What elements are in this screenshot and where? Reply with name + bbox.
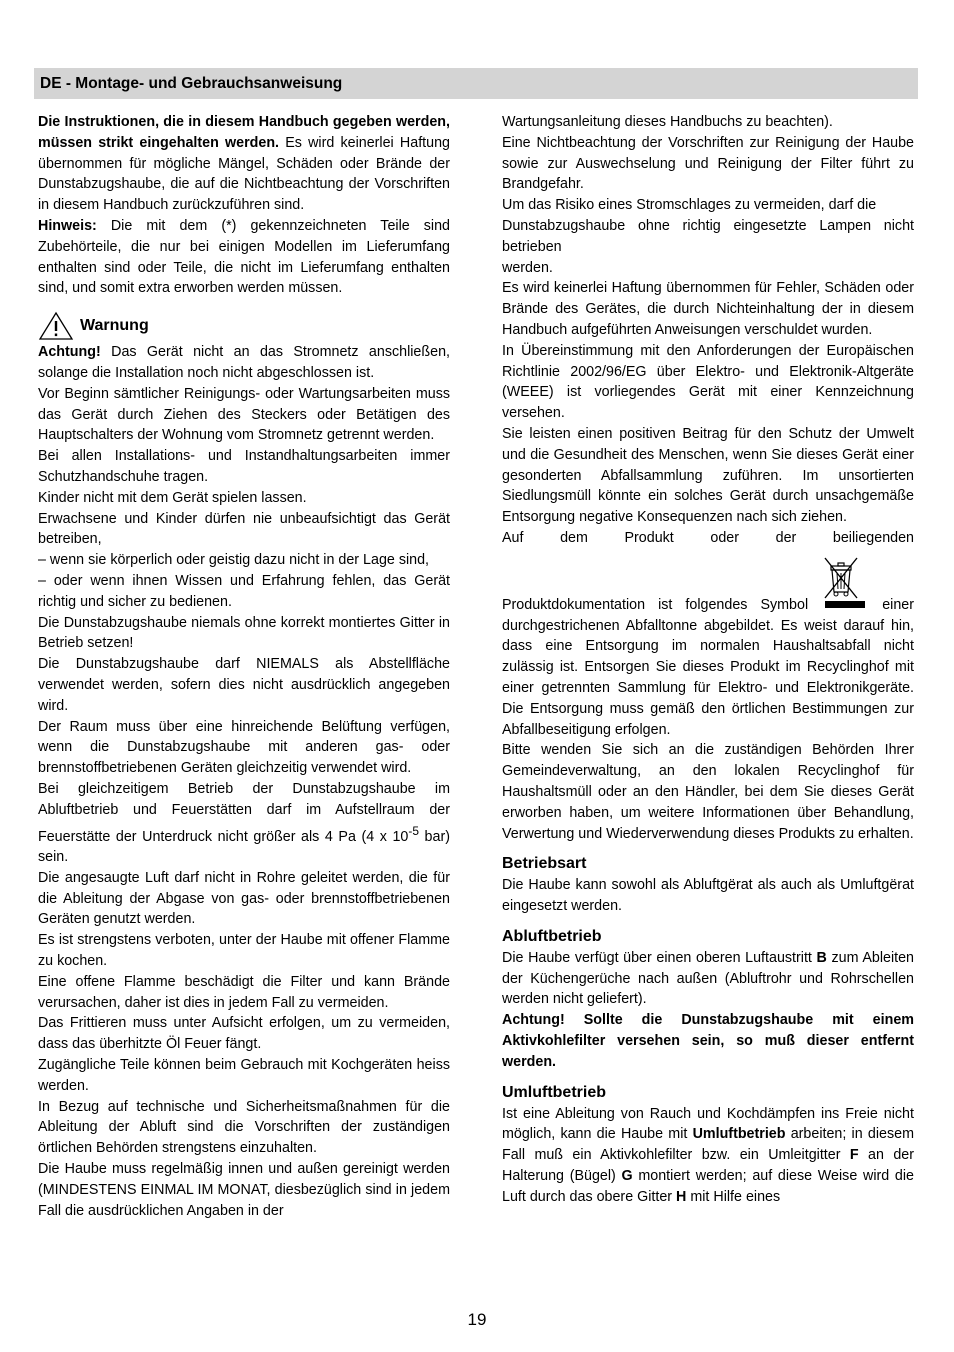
paragraph-9: Der Raum muss über eine hinreichende Belüftung verfügen, wenn die Dunstabzugshaube mit anderen gas- oder brennstoffbetriebenen Geräten gleichzeitig verwendet wird.	[38, 718, 450, 777]
paragraph-10-end: bar) sein.	[38, 828, 450, 866]
warnung-heading	[38, 311, 450, 341]
right-paragraph-10	[502, 595, 914, 741]
paragraph-13: Eine offene Flamme beschädigt die Filter und kann Brände verursachen, daher ist dies in jedem Fall zu vermeiden.	[38, 973, 450, 1011]
right-paragraph-4: Dunstabzugshaube ohne richtig eingesetzte Lampen nicht betrieben	[502, 217, 914, 255]
right-paragraph-1: Wartungsanleitung dieses Handbuchs zu beachten).	[502, 114, 833, 130]
abluftbetrieb-title: Abluftbetrieb	[502, 927, 602, 945]
abluft-text-a: Die Haube verfügt über einen oberen Luftaustritt	[502, 949, 817, 966]
right-paragraph-3: Um das Risiko eines Stromschlages zu vermeiden, darf die	[502, 197, 877, 214]
paragraph-6: – oder wenn ihnen Wissen und Erfahrung fehlen, das Gerät richtig und sicher zu bedienen.	[38, 572, 450, 610]
word: oder	[710, 529, 740, 546]
word: dem	[560, 529, 588, 546]
umluftbetrieb-title: Umluftbetrieb	[502, 1083, 606, 1101]
section-header-bar	[34, 68, 918, 99]
intro-text: Es wird keinerlei Haftung übernommen für mögliche Mängel, Schäden oder Brände der Dunstabzugshaube, die auf die Nichtbeachtung der Vorschriften in diesem Handbuch zurückzuführen sind.	[38, 134, 450, 214]
label-b: B	[816, 949, 827, 966]
paragraph-4: Erwachsene und Kinder dürfen nie unbeaufsichtigt das Gerät betreiben,	[38, 510, 450, 548]
word: der	[775, 529, 797, 546]
symbol-text-rest: einer durchgestrichenen Abfalltonne abgebildet. Es weist darauf hin, dass eine Entsorgung im normalen Haushaltsabfall nicht zulässig ist. Entsorgen Sie dieses Produkt im Recyclinghof mit einer getrennten Sammlung für Elektro- und Elektronikgeräte. Die Entsorgung muss gemäß den örtlichen Bestimmungen zur Abfallbeseitigung erfolgen.	[502, 596, 915, 738]
umluft-text-d: montiert werden; auf diese Weise wird die Luft durch das obere Gitter	[502, 1168, 915, 1205]
paragraph-10-text: Bei gleichzeitigem Betrieb der Dunstabzugshaube im Abluftbetrieb und Feuerstätten darf im Aufstellraum der Feuerstätte der Unterdruck nicht größer als 4 Pa (4 x 10	[38, 780, 450, 845]
umluft-text-c: an der Halterung (Bügel)	[502, 1147, 914, 1185]
right-paragraph-9	[502, 528, 914, 549]
right-paragraph-11: Bitte wenden Sie sich an die zuständigen Behörden Ihrer Gemeindeverwaltung, an den lokalen Recyclinghof für Haushaltsmüll oder an den Händler, bei dem Sie dieses Gerät erworben haben, um weitere Informationen über Behandlung, Verwertung und Wiederverwendung dieses Produkts zu erhalten.	[502, 742, 914, 842]
hinweis-text: Die mit dem (*) gekennzeichneten Teile sind Zubehörteile, die nur bei einigen Modellen im Lieferumfang enthalten sind oder Teile, die nicht im Lieferumfang enthalten sind, und somit extra erworben werden müssen.	[38, 217, 450, 297]
umluft-text-a: Ist eine Ableitung von Rauch und Kochdämpfen ins Freie nicht möglich, kann die Haube mit	[502, 1105, 914, 1143]
paragraph-1: Vor Beginn sämtlicher Reinigungs- oder Wartungsarbeiten muss das Gerät durch Ziehen des Steckers oder Betätigen des Hauptschalters der Wohnung vom Stromnetz getrennt werden.	[38, 385, 450, 444]
paragraph-3: Kinder nicht mit dem Gerät spielen lassen.	[38, 489, 307, 506]
paragraph-2: Bei allen Installations- und Instandhaltungsarbeiten immer Schutzhandschuhe tragen.	[38, 448, 450, 485]
achtung-paragraph	[38, 342, 450, 384]
symbol-text-start: Produktdokumentation ist folgendes Symbol	[502, 596, 809, 613]
hinweis-paragraph	[38, 216, 450, 299]
paragraph-12: Es ist strengstens verboten, unter der Haube mit offener Flamme zu kochen.	[38, 932, 450, 970]
label-h: H	[676, 1188, 687, 1205]
page-number: 19	[467, 1310, 487, 1329]
crossed-out-bin-icon	[817, 552, 865, 604]
right-column	[502, 112, 914, 1208]
label-f: F	[849, 1147, 859, 1164]
abluftbetrieb-warning: Achtung! Sollte die Dunstabzugshaube mit einem Aktivkohlefilter versehen sein, so muß dieser entfernt werden.	[502, 1012, 914, 1070]
umluftbetrieb-text	[502, 1104, 914, 1208]
umluftbetrieb-bold: Umluftbetrieb	[692, 1126, 786, 1143]
left-column	[38, 112, 450, 1221]
betriebsart-section	[502, 853, 914, 917]
right-paragraph-7: In Übereinstimmung mit den Anforderungen der Europäischen Richtlinie 2002/96/EG über Elektro- und Elektronik-Altgeräte (WEEE) ist vorliegendes Gerät mit einer Kennzeichnung versehen.	[502, 342, 914, 422]
paragraph-15: Zugängliche Teile können beim Gebrauch mit Kochgeräten heiss werden.	[38, 1057, 450, 1094]
right-paragraph-8: Sie leisten einen positiven Beitrag für den Schutz der Umwelt und die Gesundheit des Menschen, wenn Sie dieses Gerät einer gesonderten Abfallsammlung zuführen. Im unsortierten Siedlungsmüll könnte ein solches Gerät durch unsachgemäße Entsorgung negative Konsequenzen nach sich ziehen.	[502, 425, 914, 526]
paragraph-14: Das Frittieren muss unter Aufsicht erfolgen, um zu vermeiden, dass das überhitzte Öl Feuer fängt.	[38, 1015, 450, 1053]
paragraph-7: Die Dunstabzugshaube niemals ohne korrekt montiertes Gitter in Betrieb setzen!	[38, 614, 450, 652]
paragraph-5: – wenn sie körperlich oder geistig dazu nicht in der Lage sind,	[38, 552, 430, 569]
intro-bold: Die Instruktionen, die in diesem Handbuch gegeben werden, müssen strikt eingehalten werden.	[38, 114, 450, 151]
word: Produkt	[624, 529, 674, 546]
abluftbetrieb-section	[502, 926, 914, 1073]
warnung-title: Warnung	[80, 317, 149, 335]
umluftbetrieb-section	[502, 1082, 914, 1208]
achtung-label: Achtung!	[38, 344, 101, 361]
label-g: G	[621, 1168, 633, 1185]
umluft-text-e: mit Hilfe eines	[686, 1188, 781, 1205]
umluft-text-b: arbeiten; in diesem Fall muß ein Aktivkohlefilter bzw. ein Umleitgitter	[502, 1126, 914, 1164]
achtung-text: Das Gerät nicht an das Stromnetz anschließen, solange die Installation noch nicht abgeschlossen ist.	[38, 344, 450, 381]
right-paragraph-2: Eine Nichtbeachtung der Vorschriften zur Reinigung der Haube sowie zur Auswechselung und Reinigung der Filter führt zu Brandgefahr.	[502, 134, 914, 193]
hinweis-label: Hinweis:	[38, 217, 97, 234]
word: Auf	[502, 529, 524, 546]
exponent: -5	[408, 823, 419, 838]
abluftbetrieb-text	[502, 948, 914, 1010]
right-paragraph-6: Es wird keinerlei Haftung übernommen für Fehler, Schäden oder Brände des Gerätes, die durch Nichteinhaltung der in diesem Handbuch aufgeführten Anweisungen verschuldet wurden.	[502, 280, 914, 338]
paragraph-8: Die Dunstabzugshaube darf NIEMALS als Abstellfläche verwendet werden, sofern dies nicht ausdrücklich angegeben wird.	[38, 656, 450, 714]
weee-symbol-row	[502, 549, 914, 595]
intro-paragraph	[38, 112, 450, 216]
betriebsart-title: Betriebsart	[502, 855, 587, 873]
word: beiliegenden	[832, 529, 914, 546]
paragraph-10	[38, 779, 450, 868]
abluft-text-b: zum Ableiten der Küchengerüche nach außen (Abluftrohr und Rohrschellen werden nicht geliefert).	[502, 949, 914, 1008]
paragraph-17: Die Haube muss regelmäßig innen und außen gereinigt werden (MINDESTENS EINMAL IM MONAT, diesbezüglich sind in jedem Fall die ausdrücklichen Angaben in der	[38, 1161, 450, 1219]
betriebsart-text: Die Haube kann sowohl als Abluftgërat als auch als Umluftgërat eingesetzt werden.	[502, 877, 914, 915]
right-paragraph-5: werden.	[502, 259, 553, 276]
warning-triangle-icon	[38, 311, 74, 341]
paragraph-16: In Bezug auf technische und Sicherheitsmaßnahmen für die Ableitung der Abluft sind die Vorschriften der zuständigen örtlichen Behörden strengstens einzuhalten.	[38, 1098, 450, 1157]
paragraph-11: Die angesaugte Luft darf nicht in Rohre geleitet werden, die für die Ableitung der Abgase von gas- oder brennstoffbetriebenen Geräten genutzt werden.	[38, 869, 450, 928]
section-title: DE - Montage- und Gebrauchsanweisung	[40, 75, 343, 92]
